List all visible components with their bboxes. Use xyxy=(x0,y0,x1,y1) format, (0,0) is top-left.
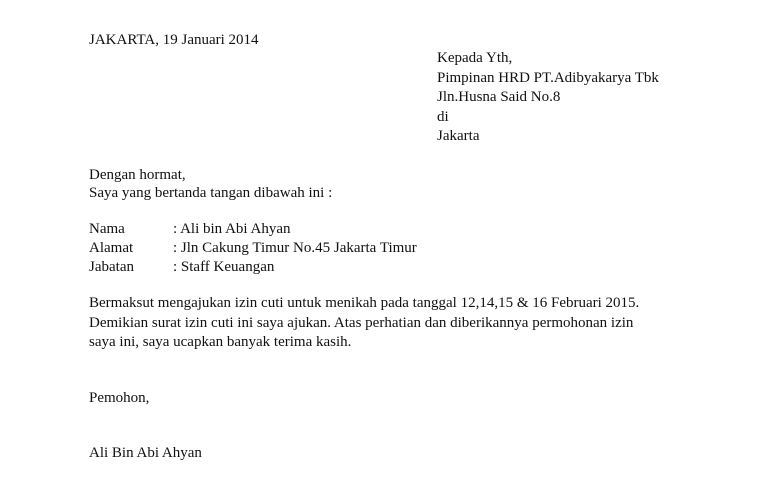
body-paragraph xyxy=(89,294,639,353)
field-value: : Ali bin Abi Ahyan xyxy=(173,221,291,237)
signature-name: Ali Bin Abi Ahyan xyxy=(89,445,202,461)
field-label: Nama xyxy=(89,221,125,237)
salutation: Dengan hormat, xyxy=(89,167,186,183)
recipient-line: Kepada Yth, xyxy=(437,50,513,66)
recipient-line: Jakarta xyxy=(437,128,480,144)
body-line: Demikian surat izin cuti ini saya ajukan. Atas perhatian dan diberikannya permohonan izin xyxy=(89,314,634,331)
date-line: JAKARTA, 19 Januari 2014 xyxy=(89,32,259,48)
field-value: : Jln Cakung Timur No.45 Jakarta Timur xyxy=(173,240,417,256)
recipient-line: Jln.Husna Said No.8 xyxy=(437,89,561,105)
field-row xyxy=(89,258,417,277)
field-row xyxy=(89,220,417,239)
body-line: saya ini, saya ucapkan banyak terima kasih. xyxy=(89,334,352,350)
body-line: Bermaksut mengajukan izin cuti untuk menikah pada tanggal 12,14,15 & 16 Februari 2015. xyxy=(89,295,640,311)
intro-text: Saya yang bertanda tangan dibawah ini : xyxy=(89,185,333,201)
identity-fields xyxy=(89,220,417,277)
closing: Pemohon, xyxy=(89,390,150,406)
recipient-block xyxy=(437,49,659,147)
recipient-line: Pimpinan HRD PT.Adibyakarya Tbk xyxy=(437,69,659,86)
field-label: Alamat xyxy=(89,240,134,256)
recipient-line: di xyxy=(437,108,449,125)
field-label: Jabatan xyxy=(89,259,134,275)
field-value: : Staff Keuangan xyxy=(173,259,275,275)
field-row xyxy=(89,239,417,258)
